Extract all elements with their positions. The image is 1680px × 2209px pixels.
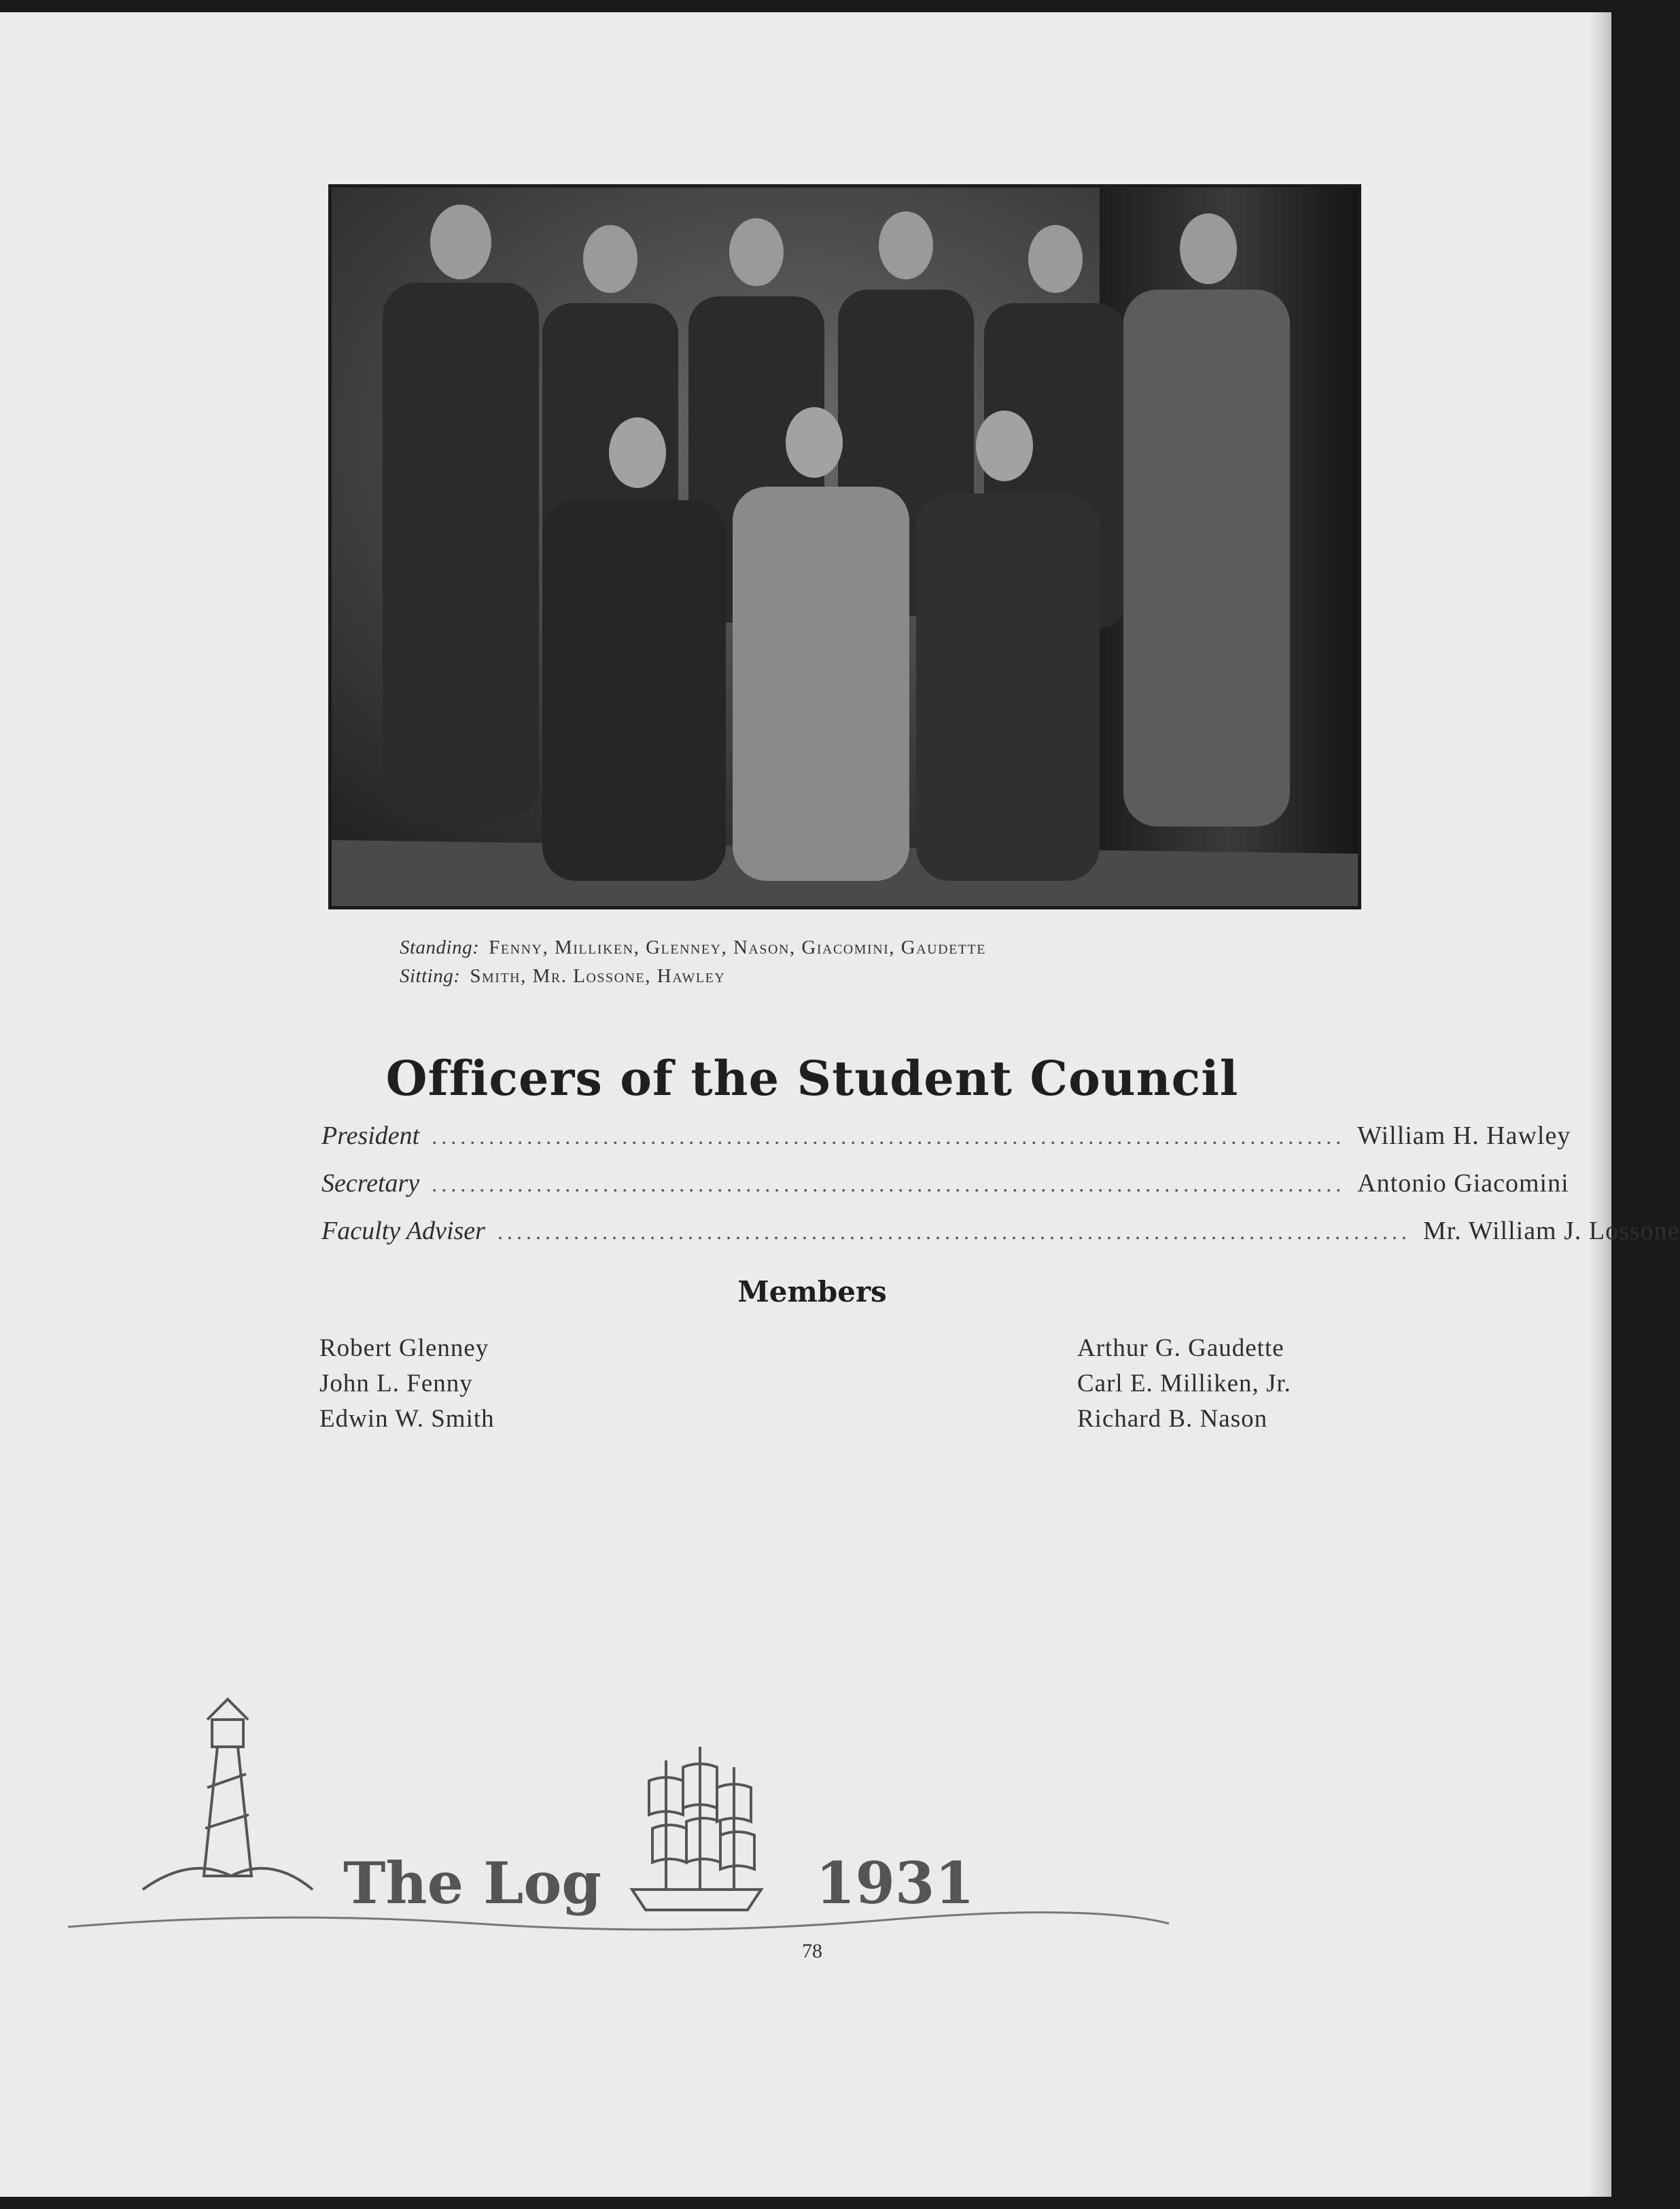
members-heading: Members bbox=[737, 1275, 887, 1308]
officer-row-faculty-adviser bbox=[321, 1216, 1680, 1250]
member-name: Richard B. Nason bbox=[1077, 1405, 1268, 1433]
member-name: Robert Glenney bbox=[319, 1334, 489, 1362]
members-left-column bbox=[319, 1331, 495, 1437]
officer-role: Secretary bbox=[321, 1169, 420, 1198]
officer-name: William H. Hawley bbox=[1357, 1121, 1571, 1150]
officer-name: Mr. William J. Lossone bbox=[1422, 1217, 1680, 1245]
leader-dots: ................................................................................................ bbox=[432, 1172, 1346, 1196]
logo-text-year: 1931 bbox=[816, 1849, 975, 1917]
officer-row-secretary bbox=[321, 1168, 1569, 1202]
member-name: Edwin W. Smith bbox=[319, 1405, 495, 1433]
leader-dots: ................................................................................................ bbox=[432, 1124, 1346, 1149]
members-right-column bbox=[1077, 1331, 1291, 1437]
lighthouse-icon bbox=[143, 1699, 313, 1890]
photo-caption-sitting bbox=[400, 965, 725, 988]
sea-line bbox=[68, 1913, 1169, 1930]
officer-role: Faculty Adviser bbox=[321, 1217, 485, 1245]
sitting-label: Sitting: bbox=[400, 965, 461, 987]
ship-icon bbox=[632, 1747, 761, 1910]
photo-caption-standing bbox=[400, 937, 986, 959]
sitting-names: Smith, Mr. Lossone, Hawley bbox=[470, 965, 726, 987]
member-name: John L. Fenny bbox=[319, 1370, 473, 1397]
page-title: Officers of the Student Council bbox=[385, 1050, 1239, 1107]
footer-illustration bbox=[68, 1686, 1169, 1944]
group-photo bbox=[328, 184, 1361, 909]
member-name: Carl E. Milliken, Jr. bbox=[1077, 1370, 1291, 1397]
leader-dots: ................................................................................................ bbox=[497, 1219, 1411, 1244]
member-name: Arthur G. Gaudette bbox=[1077, 1334, 1284, 1362]
officer-role: President bbox=[321, 1121, 420, 1150]
standing-label: Standing: bbox=[400, 937, 480, 958]
page-number: 78 bbox=[802, 1940, 822, 1962]
officer-row-president bbox=[321, 1121, 1571, 1155]
officer-name: Antonio Giacomini bbox=[1357, 1169, 1569, 1198]
standing-names: Fenny, Milliken, Glenney, Nason, Giacomini, Gaudette bbox=[489, 937, 986, 958]
logo-text-the-log: The Log bbox=[343, 1849, 602, 1917]
